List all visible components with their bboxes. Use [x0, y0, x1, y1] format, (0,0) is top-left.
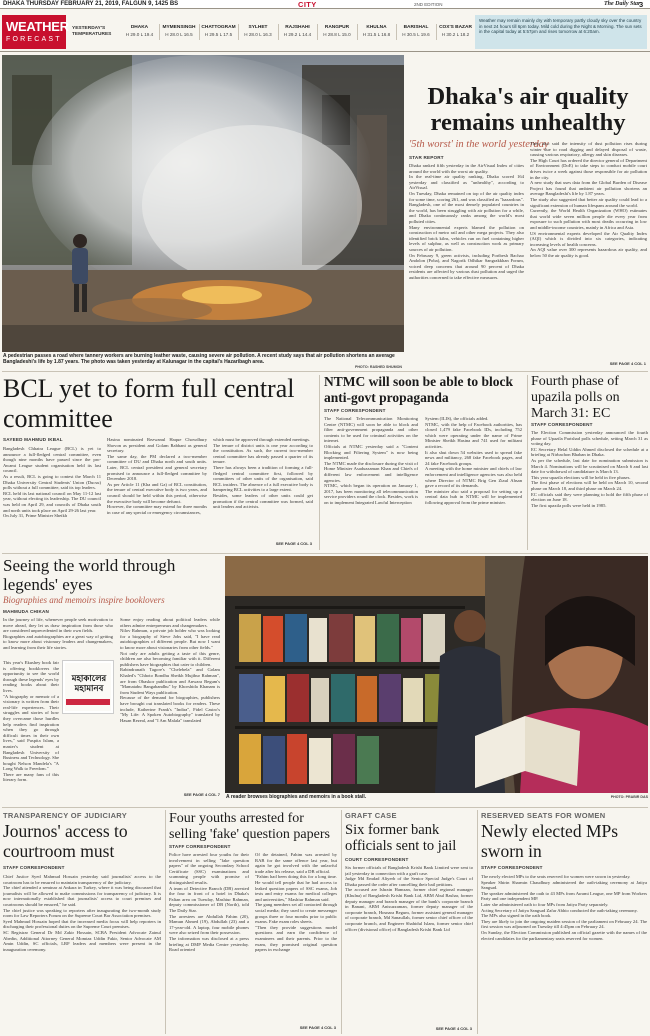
- sixbank-continued[interactable]: SEE PAGE 4 COL 3: [435, 1026, 472, 1031]
- weather-city-name: DHAKA: [130, 25, 149, 30]
- masthead-edition: 2ND EDITION: [414, 2, 443, 7]
- bcl-byline: SAYEED MAHMUD IKBAL: [3, 437, 63, 442]
- lead-byline: STAR REPORT: [409, 155, 444, 160]
- masthead-paper: The Daily Star: [604, 1, 641, 7]
- ntmc-headline: NTMC will soon be able to block anti-govt propaganda: [324, 374, 514, 405]
- weather-city: [357, 25, 396, 37]
- weather-city-name: COX'S BAZAR: [439, 25, 472, 30]
- journos-tag: TRANSPARENCY OF JUDICIARY: [3, 811, 128, 820]
- masthead-section: CITY: [298, 0, 317, 9]
- weather-city-temps: H 28.0 L 16.3: [244, 32, 272, 37]
- bcl-col-3: which must be approved through extended meetings. The tenure of district units is one year according to the constitution. As such, the current two-member central committee has already passed a quarter of its tenure. There has always been a tradition of forming a full-fledged central committee first, followed by committees of other units of the organisation, said BCL insiders. The absence of a full executive body is hampering BCL activities to a large extent. Besides, some leaders of other units could get promotion if the central committee was formed, said unit leaders and activists.: [213, 437, 313, 510]
- weather-city-temps: H 28.0 L 16.5: [165, 32, 193, 37]
- weather-title: WEATHER: [6, 19, 69, 34]
- divider-3: [2, 807, 648, 808]
- lead-col-1: Dhaka ranked fifth yesterday in the AirVisual Index of cities around the world with the worst air quality. In the real-time air quality ranking, Dhaka scored 164 yesterday and classified as "unhealthy", according to AirVisual. On Tuesday, Dhaka remained on top of the air quality index for some time, scoring 261, and was classified as "hazardous". Bangladesh, one of the most densely populated countries in the world, has been struggling with air pollution for a while, and Dhaka continuously ranks among the world's most polluted cities. Many environmental experts blamed the pollution on construction of metro rail and other mega projects. They also identified brick kilns, vehicles run on fuel containing higher levels of sulphur, as well as construction work as primary sources of air pollution. On February 9, green activists, including Poribesh Bachao Andolon (Poba), and Nagorik Odhikar Sangrakkhan Forum, voiced deep concerns that around 90 percent of Dhaka residents are affected by various dust pollution and urged the authorities concerned to take effective measures.: [409, 163, 524, 280]
- bcl-col-1: Bangladesh Chhatra League (BCL) is yet to announce a full-fledged central committee, even though nine months have passed since the pro-Awami League student organisation held its last council. As a result, BCL is going to contest the March 11 Dhaka University Central Students' Union (Ducsu) polls without a full committee, said its top leaders. BCL held its last national council on May 11-12 last year, without electing its leadership. The DU council was held on April 29, and councils of Dhaka south and north units took place on April 29-26 last year. On July 31, Prime Minister Sheikh: [3, 446, 101, 519]
- weather-city-temps: H 30.5 L 19.6: [402, 32, 430, 37]
- weather-city-temps: H 30.2 L 18.2: [441, 32, 470, 37]
- sixbank-text: Six former officials of Bangladesh Krishi Bank Limited were sent to jail yesterday in connection with a graft case. Judge Md Emdad Aliyerb of the Senior Special Judge's Court of Dhaka passed the order after cancelling their bail petitions. The accused are Ishrain Hamzan, former chief regional manager (Khulna) of Bangladesh Krishi Bank Ltd, ABM Abul Bashar, former deputy manager and branch manager of the bank's corporate branch in Banani, ABM Anisuzzaman, former deputy manager of the corporate branch, Hosnara Begum, former assistant general manager of corporate branch, Md Sanaullah, former senior chief officer of the corporate branch, and Engineer Shahidul Islam, former senior chief officer (divisional office) of Bangladesh Krishi Bank Ltd: [345, 865, 473, 932]
- lead-photo-caption: A pedestrian passes a road where tannery workers are burning leather waste, causing severe air pollution. A recent study says that air pollution shortens an average Bangladeshi's life by 1.87 years. The photo was taken yesterday at Kalunagar in the capital's Hazaribagh area.: [3, 353, 395, 365]
- bookstall-photo: [225, 556, 648, 793]
- weather-city-name: MYMENSINGH: [162, 25, 196, 30]
- weather-city: [436, 25, 475, 37]
- weather-forecast-text: Weather may remain mainly dry with temporary partly cloudy sky over the country in next 24 hours till 6pm today. Mild cold during the Night & Morning. The sun sets in the capital today at 5:57pm and rises tomorrow at 6:20am.: [479, 18, 642, 35]
- divider-v3: [165, 810, 166, 1034]
- divider-v1: [319, 375, 320, 550]
- upazila-headline: Fourth phase of upazila polls on March 31: EC: [531, 374, 620, 421]
- sixbank-headline: Six former bank officials sent to jail: [345, 822, 457, 854]
- ntmc-col-1: The National Telecommunication Monitoring Centre (NTMC) will soon be able to block and filter anti-government propaganda and other contents to be used for criminal activities on the internet. Officials at NTMC yesterday said a "Content Blocking and Filtering System" is now being implemented. The NTMC made the disclosure during the visit of Home Minister Asaduzzaman Khan and Chiefs of different law enforcement and intelligence agencies. NTMC, which began its operation on January 1, 2017, has been monitoring all telecommunication service providers round the clock. Besides, work is on to implement Integrated Lawful Interception: [324, 416, 418, 505]
- upazila-byline: STAFF CORRESPONDENT: [531, 422, 593, 427]
- legends-col-1: This year's Ekushey book fair is offering booklovers the opportunity to see the world through these legends' eyes by reading books about their lives. "A biography or memoir of a visionary is written from their real-life experiences. Their struggles and stories of how they overcame those hurdles help readers find inspiration when they go through difficult times in their own lives," said Puspita Islam, a master's student at Bangladesh University of Business and Technology. She bought Nelson Mandela's "A Long Walk to Freedom." There are many fans of this literary form.: [3, 660, 59, 783]
- weather-city-temps: H 29.0 L 19.4: [125, 32, 154, 37]
- legends-continued[interactable]: SEE PAGE 4 COL 7: [183, 792, 220, 797]
- divider-1: [2, 371, 648, 372]
- bcl-col-2: Hasina nominated Rezwanul Haque Chowdhury Shovon as president and Golam Rabbani as general secretary. The same day, the PM declared a two-member committee of DU and Dhaka north and south units. Later, BCL central president and general secretary promised to announce a full-fledged committee by December 2018. As per Article 11 (Kha and Ga) of BCL constitution, the tenure of central executive body is two years, and council should be held within this period, otherwise the executive body will become defunct. However, the committee may extend for three months in case of any special or emergency circumstances,: [107, 437, 207, 515]
- bookstall-photo-credit: PHOTO: PRABIR DAS: [610, 795, 648, 799]
- weather-city-name: KHULNA: [366, 25, 387, 30]
- weather-city-temps: H 29.2 L 14.4: [283, 32, 312, 37]
- weather-logo: [2, 15, 69, 49]
- newmps-text: The newly elected MPs to the seats reserved for women were sworn in yesterday. Speaker Shirin Sharmin Chaudhury administered the oath-taking ceremony at Jatiya Sangsad. The speaker administered the oath to 43 MPs from Awami League, one MP from Workers Party and one independent MP. Later she administered oath to four MPs from Jatiya Party separately. Acting Secretary of Jatiya Sangsad Zafar Abhio conducted the oath-taking ceremony. The MPs also signed in the oath book. They are likely to join the ongoing maiden session of the parliament on February 24. The first session was adjourned on Tuesday till 4:45pm on February 24. On Sunday, the Election Commission published an official gazette with the names of the elected candidates for the parliamentary seats reserved for women.: [481, 874, 647, 941]
- lead-continued[interactable]: SEE PAGE 4 COL 1: [609, 361, 646, 366]
- upazila-text: The Election Commission yesterday announced the fourth phase of Upazila Parishad polls schedule, setting March 31 as voting day. EC Secretary Helal Uddin Ahmed disclosed the schedule at a briefing at Nirbachon Bhaban in Dhaka. As per the schedule, last date for nomination submission is March 4. Nominations will be scrutinised on March 6 and last date for withdrawal of candidature is March 13. This year upazila elections will be held in five phases. The first phase of elections will be held on March 10, second phase on March 18, and third phase on March 24. EC officials said they were planning to hold the fifth phase of election on June 18. The first upazila polls were held in 1985.: [531, 430, 648, 508]
- page-number: 3: [639, 0, 644, 9]
- bookstall-scene: [225, 556, 648, 793]
- fouryouths-col-2: Of the detained, Fahim was arrested by RAB for the same offence last year, but again he got involved with the unlawful trade after his release, said a DB official. "Fahim had been doing this for a long time. He would tell people that he had access to leaked question papers of SSC exams, Job tests and entry exams for medical colleges and universities," Mashiur Rahman said. The gang members set all contacted through social media; they used to create messenger groups three or four months prior to public exams. Fake exam roles sheets. "Then they provide suggestions model questions and earn the confidence of examinees and their parents. Prior to the exam, they promised original question papers in exchange: [255, 852, 337, 953]
- weather-city: [278, 25, 317, 37]
- book-cover-title: মহাকালের মহামানব: [71, 673, 107, 693]
- sixbank-tag: GRAFT CASE: [345, 811, 397, 820]
- lead-headline: Dhaka's air quality remains unhealthy: [427, 83, 629, 136]
- newmps-headline: Newly elected MPs sworn in: [481, 821, 619, 861]
- lead-kicker: '5th worst' in the world yesterday: [409, 139, 549, 150]
- weather-city-name: RANGPUR: [324, 25, 350, 30]
- weather-city-temps: H 28.8 L 15.0: [323, 32, 351, 37]
- divider-v4: [341, 810, 342, 1034]
- fouryouths-continued[interactable]: SEE PAGE 4 COL 3: [299, 1025, 336, 1030]
- legends-col-2: Some enjoy reading about political leaders while others admire entrepreneurs and changemakers. Nilov Rahman, a private job holder who was looking for a biography of Steve Jobs said, "I have read autobiographies of different people. But now I want to know more about visionaries from other fields." Not only are adults getting a taste of this genre, children are also becoming familiar with it. Different publishers have biographies that cater to children. Rabindranath Tagore's "Chelebela" and Golam Khaled's "Chhoto Bondhu Sheikh Mujibur Rahman", are from Obaskor publication and Anwara Begum's "Mamatabu Bangabandhu" by Khorshida Khanam is from Student Ways publication. Because of the demand for biographies, publishers have brought out translated books for readers. These include, Katherine Frank's "Indira", Fidel Castro's "My Life: A Spoken Autobiography" translated by Hasan Rezeal, and "I Am Malala" translated: [120, 617, 220, 723]
- weather-city-name: CHATTOGRAM: [201, 25, 236, 30]
- weather-city: [199, 25, 238, 37]
- weather-city: [397, 25, 436, 37]
- ntmc-col-2: System (ILIS), the officials added. NTMC, with the help of Facebook authorities, has closed 1,479 fake Facebook IDs, including 752 which were operating under the name of Prime Minister Sheikh Hasina and 741 used for militant activities. It also shut down 54 websites used to spread fake news and militancy, 268 fake Facebook pages, and 24 fake Facebook groups. A meeting with the home minister and chiefs of law enforcement and intelligence agencies was also held where Director of NTMC Brig Gen Ziaul Ahsan gave a record of its demands. The minister also said a proposal for setting up a central data hub in NTMC will be implemented following approval from the prime minister.: [425, 416, 522, 505]
- journos-headline: Journos' access to courtroom must: [3, 821, 128, 861]
- weather-city-temps: H 29.5 L 17.5: [204, 32, 233, 37]
- masthead-date: DHAKA THURSDAY FEBRUARY 21, 2019, FALGUN 9, 1425 BS: [3, 1, 179, 7]
- weather-city: [318, 25, 357, 37]
- fouryouths-headline: Four youths arrested for selling 'fake' question papers: [169, 811, 330, 842]
- fouryouths-col-1: Police have arrested four youths for their involvement in selling "fake question papers" of the ongoing Secondary School Certificate (SSC) examinations and scamming people with promise of distinguished results. A team of Detective Branch (DB) arrested the four in front of a hotel in Dhaka's Paltan area on Tuesday, Mashiur Rahman, deputy commissioner of DB (North), told The Daily Star. The arrestees are Abdullah Fahim (20), Mamun Ahmed (19), Abdullah (23) and a 17-year-old. A laptop, four mobile phones were also seized from their possession. The information was disclosed at a press briefing at DMP Media Centre yesterday. Road oriented: [169, 852, 249, 953]
- weather-forecast-box: [475, 15, 647, 49]
- weather-city-name: RAJSHAHI: [285, 25, 310, 30]
- ntmc-byline: STAFF CORRESPONDENT: [324, 408, 386, 413]
- weather-strip: [0, 12, 650, 52]
- lead-photo-credit: PHOTO: RASHED SHUMON: [354, 365, 402, 369]
- lead-col-2: They also said the intensity of dust pollution rises during winter due to road digging and delayed disposal of waste, causing various respiratory, allergy and skin diseases. The High Court has ordered the director general of Department of Environment (DoE) to take steps to conduct mobile court drives twice a week against those responsible for air pollution in the city. A new study that uses data from the Global Burden of Disease Project has found that ambient air pollution shortens an average Bangladeshi's life by 1.87 years. The study also suggested that better air quality could lead to a significant extension of human lifespans around the world. Currently, the World Health Organization (WHO) estimates that world wide seven million people die every year from exposure to such pollution with most deaths occurring in low and middle-income countries, mainly in Africa and Asia. US environmental experts developed the Air Quality Index (AQI) which is divided into six categories, indicating increasing levels of health concerns. An AQI value over 300 represents hazardous air quality, and below 50 the air quality is good.: [530, 141, 647, 258]
- legends-headline: Seeing the world through legends' eyes: [3, 556, 176, 594]
- smoke-street-photo: [2, 55, 404, 352]
- fouryouths-byline: STAFF CORRESPONDENT: [169, 844, 231, 849]
- sixbank-byline: COURT CORRESPONDENT: [345, 857, 409, 862]
- weather-subtitle: FORECAST: [6, 36, 62, 43]
- bookstall-caption: A reader browses biographies and memoirs in a book stall.: [226, 794, 367, 800]
- legends-intro: In the journey of life, whenever people seek motivation to move ahead, they let us draw inspiration from those who are considered unprecedented in their own fields. Biographies and autobiographies are a great way of getting to know more about visionary leaders and changemakers, and learning from their life stories.: [3, 617, 113, 650]
- journos-byline: STAFF CORRESPONDENT: [3, 865, 65, 870]
- legends-byline: MAHMUDA CHIKAN: [3, 609, 50, 614]
- weather-city: [120, 25, 159, 37]
- masthead-bar: [0, 0, 650, 9]
- newmps-tag: RESERVED SEATS FOR WOMEN: [481, 811, 606, 820]
- bcl-continued[interactable]: SEE PAGE 4 COL 3: [275, 541, 312, 546]
- weather-city-name: SYLHET: [248, 25, 268, 30]
- divider-v2: [527, 375, 528, 550]
- weather-city-temps: H 31.5 L 16.8: [362, 32, 391, 37]
- book-cover: [62, 660, 114, 714]
- divider-2: [2, 553, 648, 554]
- journos-text: Chief Justice Syed Mahmud Hossain yesterday said journalists' access to the courtroom has to be ensured to maintain transparency of the judiciary. The chief attended a seminar at Ankara in Turkey, where it was being discussed that journalists will be allowed to make commissions for transparency of judiciary. It is now internationally established that journalists' access to court premises and courtrooms should be ensured," he said. The chief justice was speaking to reporters after inaugurating the two-month study room for Law Reporters Forum on the Supreme Court Bar Association premises. Syed Mahmud Hossain hoped that the increased media focus will help reporters in discharging their professional duties on the Supreme Court premises. SC Registrar General Dr Md Zakir Hossain, SCBA President Advocate Zainul Abedin, Additional Attorney General Momtaz Uddin Fakir, Senior Advocate AM Amin Uddin, SC officials, LRF leaders and members were present in the inauguration ceremony.: [3, 874, 161, 952]
- weather-city: [160, 25, 199, 37]
- weather-city: [239, 25, 278, 37]
- legends-kicker: Biographies and memoirs inspire booklovers: [3, 595, 165, 605]
- weather-city-name: BARISHAL: [403, 25, 429, 30]
- divider-v5: [477, 810, 478, 1034]
- bcl-headline: BCL yet to form full central committee: [3, 374, 295, 433]
- weather-label: YESTERDAY'S TEMPERATURES: [72, 26, 112, 37]
- lead-photo: [2, 55, 404, 352]
- newmps-byline: STAFF CORRESPONDENT: [481, 865, 543, 870]
